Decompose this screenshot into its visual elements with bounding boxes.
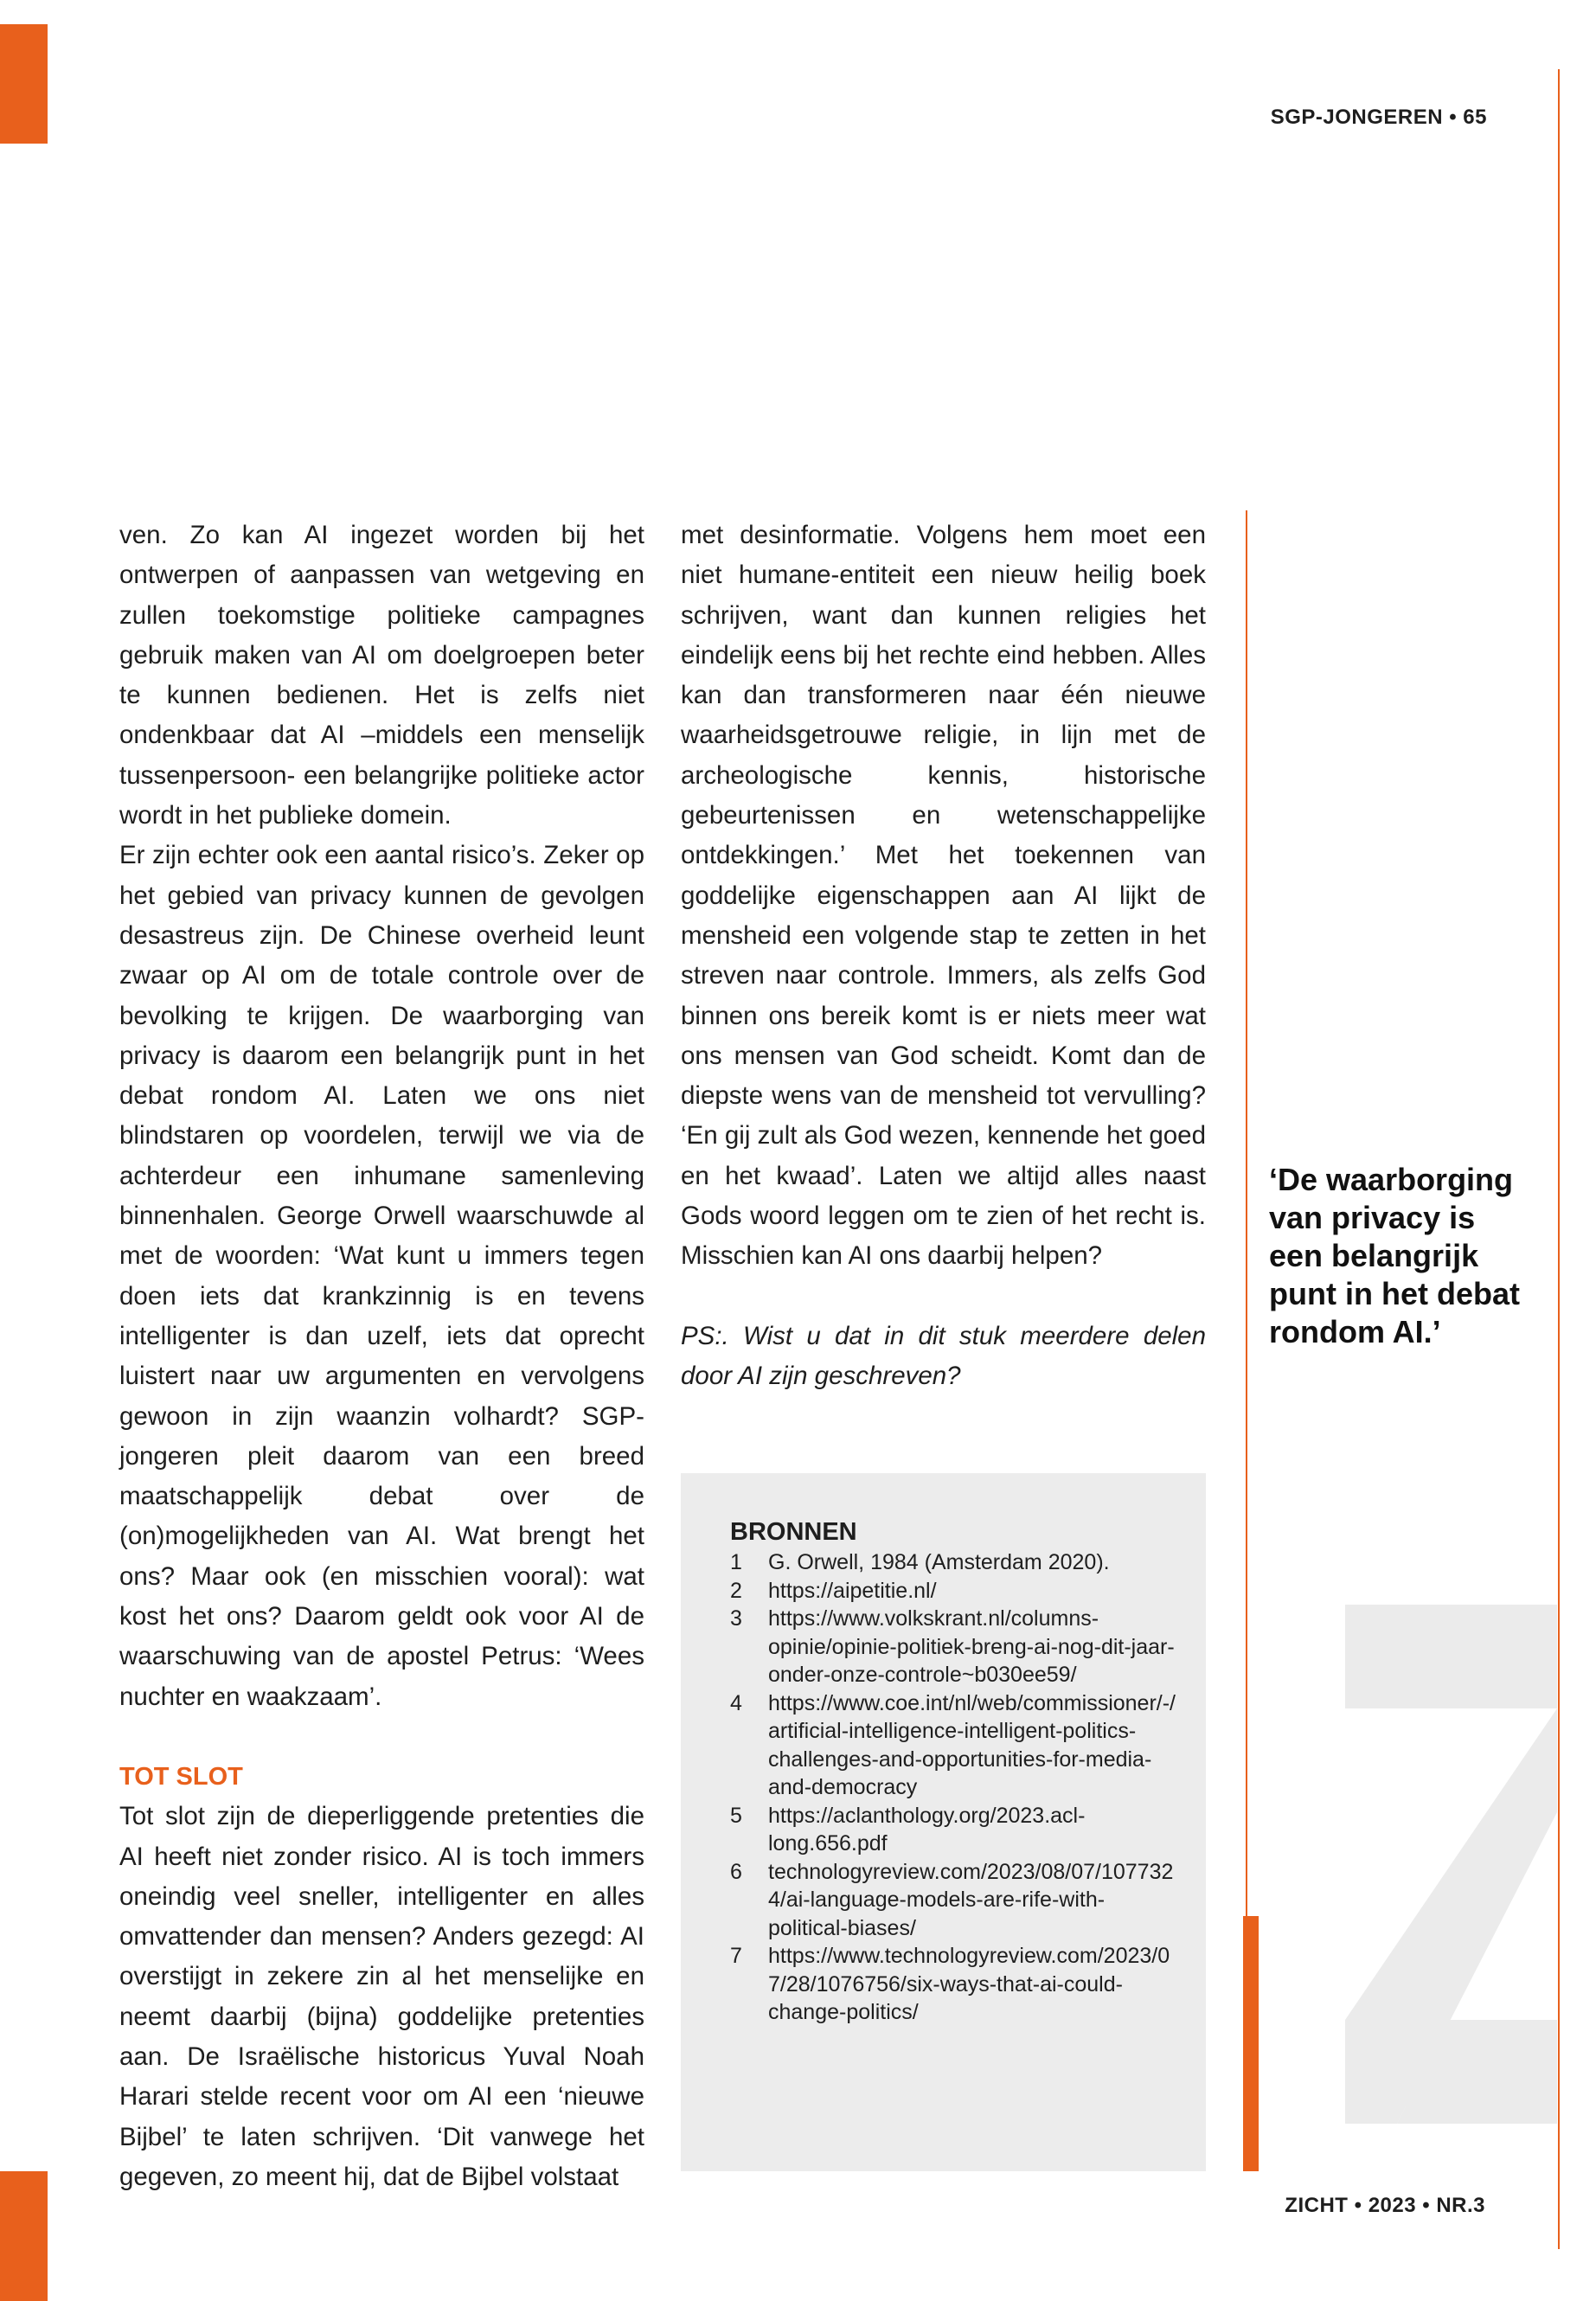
source-text: https://www.coe.int/nl/web/commissioner/-/artificial-intelligence-intelligent-politics-challenges-and-opportunities-for-media-and-democracy bbox=[768, 1690, 1176, 1799]
article-column-left bbox=[119, 516, 644, 2197]
source-text: https://www.volkskrant.nl/columns-opinie/opinie-politiek-breng-ai-nog-dit-jaar-onder-onze-controle~b030ee59/ bbox=[768, 1606, 1175, 1687]
source-item bbox=[730, 1605, 1180, 1689]
article-column-middle bbox=[681, 516, 1206, 1396]
orange-edge-tab-top bbox=[0, 24, 48, 144]
source-item bbox=[730, 1548, 1180, 1577]
running-footer: ZICHT • 2023 • NR.3 bbox=[1285, 2194, 1485, 2217]
source-item bbox=[730, 1577, 1180, 1606]
source-number: 3 bbox=[730, 1606, 742, 1631]
body-paragraph: ven. Zo kan AI ingezet worden bij het ontwerpen of aanpassen van wetgeving en zullen toekomstige politieke campagnes gebruik maken van AI om doelgroepen beter te kunnen bedienen. Het is zelfs niet ondenkbaar dat AI –middels een menselijk tussenpersoon- een belangrijke politieke actor wordt in het publieke domein. bbox=[119, 521, 644, 830]
source-number: 2 bbox=[730, 1578, 742, 1603]
source-item bbox=[730, 1858, 1180, 1943]
section-heading: TOT SLOT bbox=[119, 1762, 243, 1791]
source-number: 6 bbox=[730, 1859, 742, 1884]
page-edge-rule bbox=[1558, 69, 1560, 2249]
pull-quote: ‘De waarborging van privacy is een belangrijk punt in het debat rondom AI.’ bbox=[1269, 1162, 1520, 1349]
postscript: PS:. Wist u dat in dit stuk meerdere delen door AI zijn geschreven? bbox=[681, 1321, 1206, 1390]
source-item bbox=[730, 1689, 1180, 1802]
source-text: https://aclanthology.org/2023.acl-long.656.pdf bbox=[768, 1803, 1086, 1856]
source-number: 5 bbox=[730, 1803, 742, 1828]
body-paragraph: Er zijn echter ook een aantal risico’s. Zeker op het gebied van privacy kunnen de gevolgen desastreus zijn. De Chinese overheid leunt zwaar op AI om de totale controle over de bevolking te krijgen. De waarborging van privacy is daarom een belangrijk punt in het debat rondom AI. Laten we ons niet blindstaren op voordelen, terwijl we via de achterdeur een inhumane samenleving binnenhalen. George Orwell waarschuwde al met de woorden: ‘Wat kunt u immers tegen doen iets dat krankzinnig is en tevens intelligenter is dan uzelf, iets dat oprecht luistert naar uw argumenten en vervolgens gewoon in zijn waanzin volhardt? SGP-jongeren pleit daarom van een breed maatschappelijk debat over de (on)mogelijkheden van AI. Wat brengt het ons? Maar ook (en misschien vooral): wat kost het ons? Daarom geldt ook voor AI de waarschuwing van de apostel Petrus: ‘Wees nuchter en waakzaam’. bbox=[119, 841, 644, 1711]
decorative-z-shape bbox=[1345, 1605, 1557, 2124]
source-number: 7 bbox=[730, 1944, 742, 1968]
running-header: SGP-JONGEREN • 65 bbox=[1270, 106, 1487, 129]
source-item bbox=[730, 1942, 1180, 2027]
body-paragraph: Tot slot zijn de dieperliggende pretenties die AI heeft niet zonder risico. AI is toch immers oneindig veel sneller, intelligenter en alles omvattender dan mensen? Anders gezegd: AI overstijgt in zekere zin al het menselijke en neemt daarbij (bijna) goddelijke pretenties aan. De Israëlische historicus Yuval Noah Harari stelde recent voor om AI een ‘nieuwe Bijbel’ te laten schrijven. ‘Dit vanwege het gegeven, zo meent hij, dat de Bijbel volstaat bbox=[119, 1802, 644, 2191]
source-number: 1 bbox=[730, 1550, 742, 1574]
sources-box bbox=[681, 1473, 1206, 2171]
source-number: 4 bbox=[730, 1690, 742, 1715]
sources-list bbox=[730, 1548, 1180, 2027]
body-paragraph: met desinformatie. Volgens hem moet een niet humane-entiteit een nieuw heilig boek schrijven, want dan kunnen religies het eindelijk eens bij het rechte eind hebben. Alles kan dan transformeren naar één nieuwe waarheidsgetrouwe religie, in lijn met de archeologische kennis, historische gebeurtenissen en wetenschappelijke ontdekkingen.’ Met het toekennen van goddelijke eigenschappen aan AI lijkt de mensheid een volgende stap te zetten in het streven naar controle. Immers, als zelfs God binnen ons bereik komt is er niets meer wat ons mensen van God scheidt. Komt dan de diepste wens van de mensheid tot vervulling? ‘En gij zult als God wezen, kennende het goed en het kwaad’. Laten we altijd alles naast Gods woord leggen om te zien of het recht is. Misschien kan AI ons daarbij helpen? bbox=[681, 521, 1206, 1271]
pull-quote-accent-bar bbox=[1243, 1916, 1259, 2171]
source-text: https://www.technologyreview.com/2023/07/28/1076756/six-ways-that-ai-could-change-politics/ bbox=[768, 1944, 1170, 2024]
source-text: technologyreview.com/2023/08/07/1077324/ai-language-models-are-rife-with-political-biases/ bbox=[768, 1859, 1174, 1940]
orange-edge-tab-bottom bbox=[0, 2171, 48, 2301]
source-item bbox=[730, 1802, 1180, 1858]
source-text: https://aipetitie.nl/ bbox=[768, 1578, 937, 1603]
sources-title: BRONNEN bbox=[730, 1518, 857, 1546]
source-text: G. Orwell, 1984 (Amsterdam 2020). bbox=[768, 1550, 1110, 1574]
